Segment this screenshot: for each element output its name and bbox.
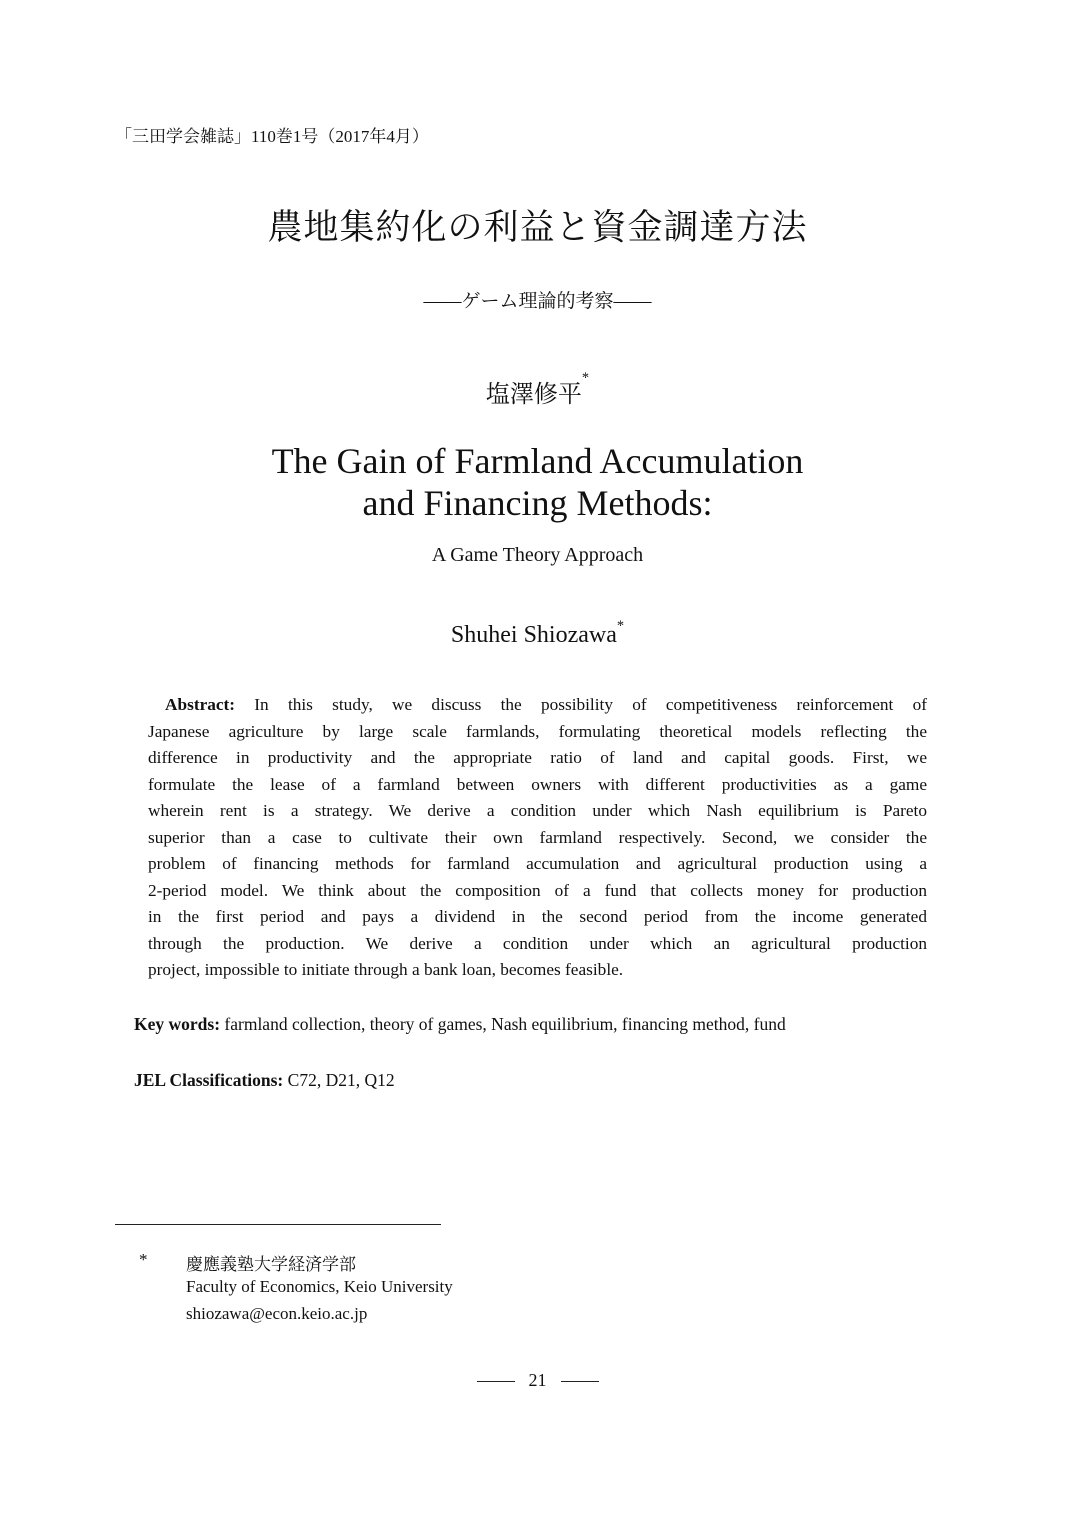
jel-text: C72, D21, Q12 — [283, 1070, 395, 1090]
abstract-line: 2-period model. We think about the composition of a fund that collects money for production — [148, 880, 927, 900]
subtitle-english: A Game Theory Approach — [431, 544, 644, 566]
abstract-line: through the production. We derive a condition under which an agricultural production — [148, 933, 927, 953]
footnote-divider — [115, 1224, 441, 1225]
author-footnote-mark: * — [616, 618, 625, 634]
title-english — [0, 440, 1075, 524]
subtitle-japanese: ――ゲーム理論的考察―― — [423, 291, 652, 312]
abstract-line: problem of financing methods for farmland accumulation and agricultural production using a — [148, 854, 927, 873]
author-name: 塩澤修平 — [485, 382, 582, 408]
footnote-email: shiozawa@econ.keio.ac.jp — [186, 1304, 368, 1323]
jel-label: JEL Classifications: — [134, 1070, 284, 1090]
footnote-affiliation-english: Faculty of Economics, Keio University — [186, 1277, 453, 1296]
footnote-affiliation-japanese: 慶應義塾大学経済学部 — [186, 1255, 356, 1274]
author-footnote-mark: * — [581, 370, 590, 386]
abstract-label: Abstract: — [165, 695, 236, 714]
abstract-line: Japanese agriculture by large scale farmlands, formulating theoretical models reflecting the — [148, 721, 927, 741]
abstract-line: in the first period and pays a dividend in the second period from the income generated — [148, 907, 927, 926]
abstract-line: superior than a case to cultivate their own farmland respectively. Second, we consider the — [148, 827, 927, 847]
abstract — [148, 692, 927, 984]
title-line: The Gain of Farmland Accumulation — [271, 441, 804, 481]
abstract-line: wherein rent is a strategy. We derive a condition under which Nash equilibrium is Pareto — [148, 801, 927, 820]
abstract-line: difference in productivity and the appropriate ratio of land and capital goods. First, we — [148, 748, 927, 767]
dash-right — [561, 1381, 599, 1382]
abstract-line: project, impossible to initiate through a bank loan, becomes feasible. — [148, 960, 624, 979]
footnote-mark: * — [139, 1250, 148, 1269]
author-japanese — [0, 370, 1075, 409]
title-line: and Financing Methods: — [362, 483, 713, 523]
title-japanese: 農地集約化の利益と資金調達方法 — [267, 208, 808, 247]
keywords — [134, 1014, 786, 1035]
author-english — [0, 618, 1075, 649]
page-number: 21 — [0, 1370, 1075, 1391]
keywords-label: Key words: — [134, 1014, 221, 1034]
abstract-line: Abstract: In this study, we discuss the possibility of competitiveness reinforcement of — [165, 695, 927, 714]
keywords-text: farmland collection, theory of games, Nash equilibrium, financing method, fund — [220, 1014, 786, 1034]
journal-header: 「三田学会雑誌」110巻1号（2017年4月） — [115, 127, 429, 146]
author-name: Shuhei Shiozawa — [450, 622, 617, 648]
abstract-line: formulate the lease of a farmland between owners with different productivities as a game — [148, 774, 927, 794]
jel-classifications — [134, 1070, 395, 1091]
dash-left — [477, 1381, 515, 1382]
